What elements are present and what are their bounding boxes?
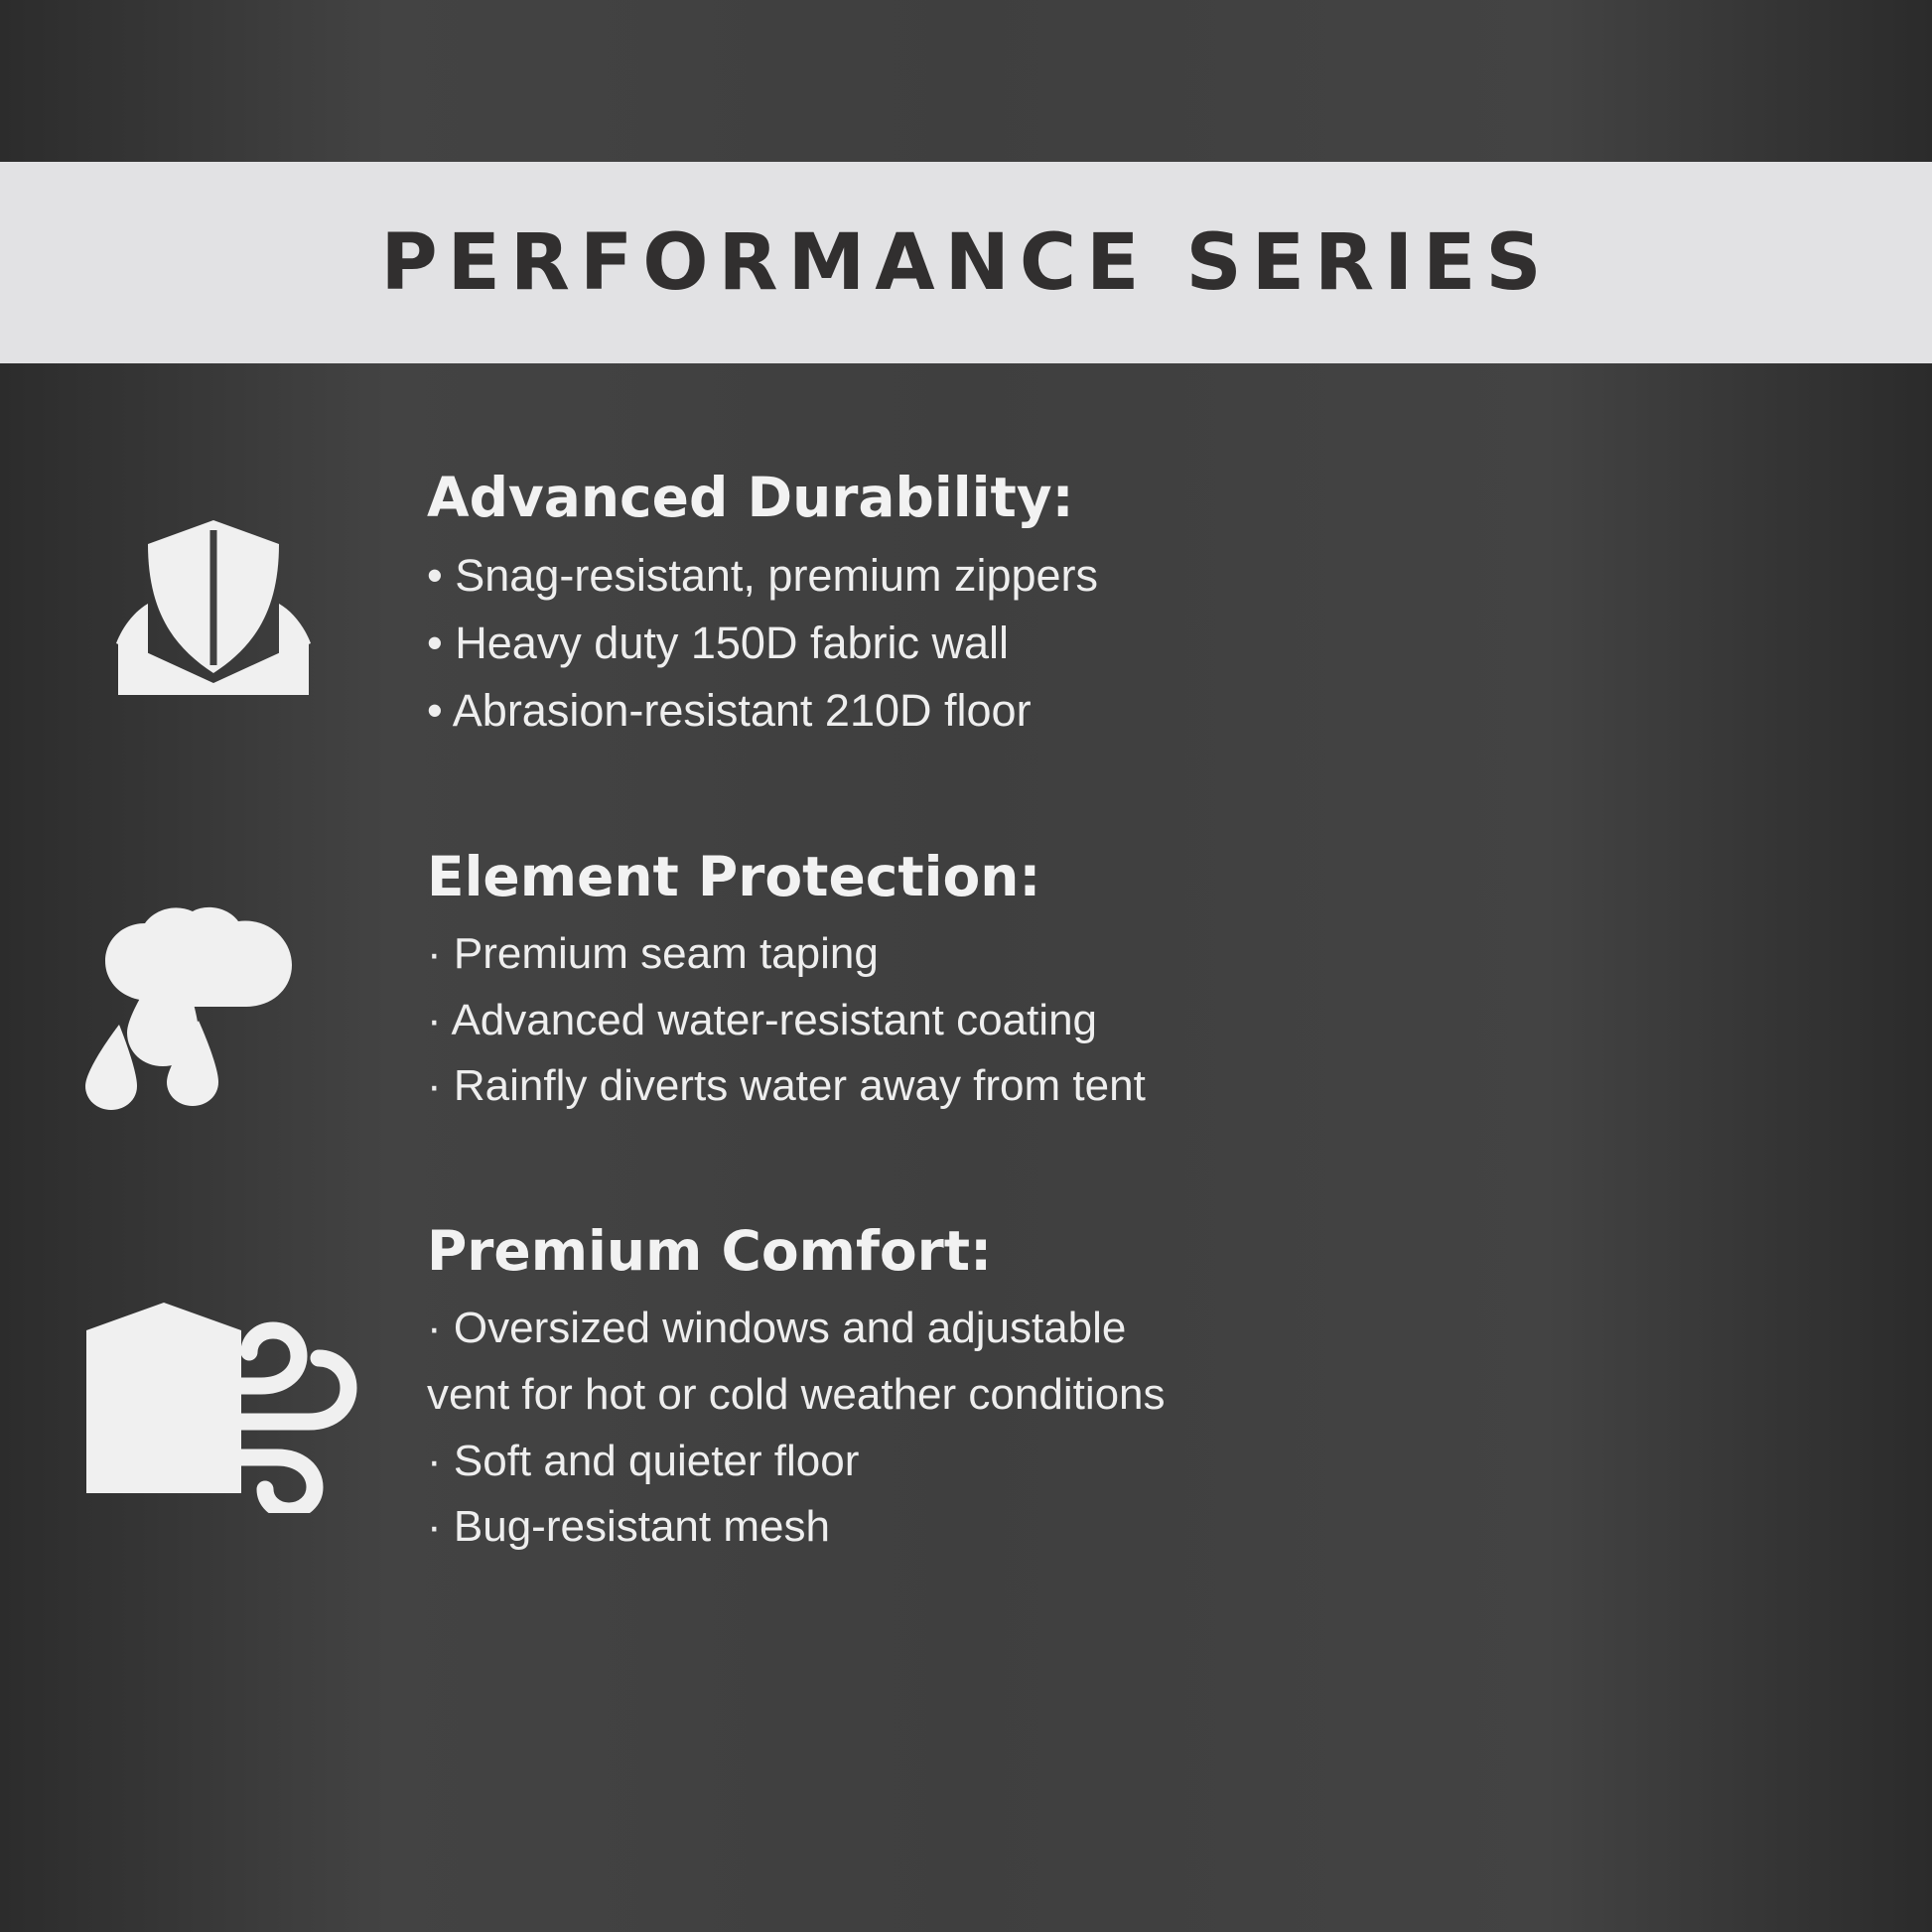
feature-bullet: · Rainfly diverts water away from tent [427, 1061, 1146, 1111]
feature-item [0, 846, 1932, 1123]
shield-icon [0, 467, 427, 707]
page-title: PERFORMANCE SERIES [380, 217, 1552, 308]
rain-cloud-icon [0, 846, 427, 1114]
feature-item [0, 1220, 1932, 1564]
tent-wind-icon [0, 1220, 427, 1513]
feature-text [427, 1220, 1932, 1564]
feature-bullet: • Snag-resistant, premium zippers [427, 550, 1099, 602]
feature-bullet: · Premium seam taping [427, 928, 879, 978]
feature-bullet: · Oversized windows and adjustable [427, 1304, 1127, 1353]
feature-title: Advanced Durability: [427, 466, 1074, 529]
feature-text [427, 846, 1932, 1123]
banner [0, 162, 1932, 363]
feature-list [0, 467, 1932, 1661]
feature-item [0, 467, 1932, 749]
feature-title: Premium Comfort: [427, 1218, 993, 1283]
feature-bullet: • Heavy duty 150D fabric wall [427, 618, 1010, 669]
feature-bullet: · Bug-resistant mesh [427, 1502, 830, 1552]
feature-bullet: vent for hot or cold weather conditions [427, 1369, 1166, 1419]
feature-bullet: · Advanced water-resistant coating [427, 995, 1098, 1044]
feature-title: Element Protection: [427, 844, 1041, 908]
feature-text [427, 467, 1932, 749]
feature-bullet: · Soft and quieter floor [427, 1436, 860, 1485]
feature-bullet: • Abrasion-resistant 210D floor [427, 685, 1032, 737]
